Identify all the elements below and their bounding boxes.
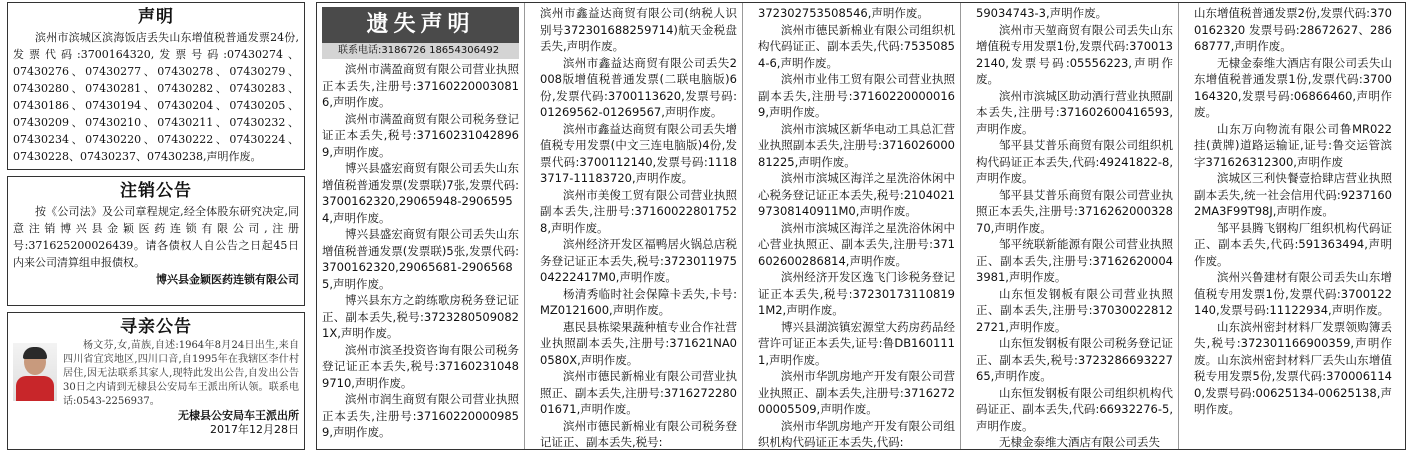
lost-declarations-title: 遗失声明 [322,7,519,43]
deregistration-title: 注销公告 [120,181,192,201]
notice-entry: 滨州市满盈商贸有限公司税务登记证正本丢失,税号:371602310428969,声明作废。 [322,111,519,159]
notice-entry: 滨州经济开发区福鸭居火锅总店税务登记证正本丢失,税号:37230119750422241​7M0,声明作废。 [540,237,737,284]
notice-entry: 滨州市德民新棉业有限公司营业执照正、副本丢失,注册号:371627228001671,声明作废。 [540,369,737,416]
column-3 [753,3,961,449]
person-photo [13,343,57,401]
notice-entry: 滨州兴鲁建材有限公司丢失山东增值税专用发票1份,发票代码:3700122140,发票号码:11122934,声明作废。 [1194,270,1392,317]
family-search-body: 杨文芬,女,苗族,自述:1964年8月24日出生,来自四川省宜宾地区,四川口音,自1995年在我辖区李什村居住,因无法联系其家人,现特此发出公告,自发出公告30日之内请到无棣县公安局车王派出所认领。联系电话:0543-2256937。 [63,340,299,407]
column-1 [317,3,525,449]
notice-entry: 杨清秀临时社会保障卡丢失,卡号:MZ0121600,声明作废。 [540,286,737,317]
notice-entry: 滨州市滨城区新华电动工具总汇营业执照副本丢失,注册号:371602600081225,声明作废。 [758,121,955,169]
notice-entry: 邹平县腾飞钢构厂组织机构代码证正、副本丢失,代码:591363494,声明作废。 [1194,220,1392,268]
notice-entry: 滨州市润生商贸有限公司营业执照正本丢失,注册号:371602200009859,声明作废。 [322,392,519,439]
notice-entry: 博兴县盛宏商贸有限公司丢失山东增值税普通发票(发票联)5张,发票代码:3700162320,29065681-29065685,声明作废。 [322,227,519,291]
notice-declaration [7,2,305,170]
notice-entry: 滨州市满盈商贸有限公司营业执照正本丢失,注册号:371602200030816,声明作废。 [322,62,519,109]
notice-entry: 滨州市滨圣投资咨询有限公司税务登记证正本丢失,税号:371602310489710,声明作废。 [322,342,519,390]
family-search-title: 寻亲公告 [120,317,192,337]
notice-entry: 滨州市业伟工贸有限公司营业执照副本丢失,注册号:371602200000169,声明作废。 [758,72,955,119]
notice-entry: 滨州市美俊工贸有限公司营业执照副本丢失,注册号:371600228017528,声明作废。 [540,187,737,235]
deregistration-body: 按《公司法》及公司章程规定,经全体股东研究决定,同意注销博兴县金颖医药连锁有限公司,注册号:371625200026439。请各债权人自公告之日起45日内来公司清算组申报债权。 [13,205,299,269]
column-4 [971,3,1179,449]
notice-entry: 滨州市鑫益达商贸有限公司丢失增值税专用发票(中文三连电脑版)4份,发票代码:3700112140,发票号码:11183717-11183720,声明作废。 [540,121,737,185]
notice-deregistration [7,176,305,306]
notice-entry: 山东万向物流有限公司鲁MR022挂(黄牌)道路运输证,证号:鲁交运管滨字371626312300,声明作废 [1194,121,1392,169]
notice-entry: 博兴县东方之韵练歌房税务登记证正、副本丢失,税号:37232805090821X,声明作废。 [322,293,519,340]
declaration-body: 滨州市滨城区滨海饭店丢失山东增值税普通发票24份,发票代码:3700164320,发票号码:07430274、07430276、07430277、07430278、07430279、07430280、07430281、07430282、07430283、07430186、07430194、07430204、07430205、07430209、07430210、07430211、07430232、07430234、07430220、07430222、07430224、07430228、07430237、07430238,声明作废。 [13,31,299,163]
notice-entry: 滨城区三利快餐壹拾肆店营业执照副本丢失,统一社会信用代码:92371602MA3F99T98J,声明作废。 [1194,171,1392,218]
notice-entry: 山东增值税普通发票2份,发票代码:3700162320 发票号码:28672627、28668777,声明作废。 [1194,6,1392,53]
notice-entry: 无棣金泰维大酒店有限公司丢失山东增值税普通发票1份,发票代码:3700164320,发票号码:06866460,声明作废。 [1194,55,1392,119]
family-search-signer: 无棣县公安局车王派出所 [178,409,299,422]
notice-entry: 博兴县盛宏商贸有限公司丢失山东增值税普通发票(发票联)7张,发票代码:3700162320,29065948-29065954,声明作废。 [322,161,519,225]
notice-entry: 无棣金泰维大酒店有限公司丢失 [999,435,1160,449]
notice-entry: 滨州市滨城区海洋之星洗浴休闲中心营业执照正、副本丢失,注册号:371602600286814,声明作废。 [758,220,955,268]
notice-entry: 滨州经济开发区逸飞门诊税务登记证正本丢失,税号:372301731108191M2,声明作废。 [758,270,955,317]
notice-entry: 372302753508546,声明作废。 [758,6,929,20]
family-search-date: 2017年12月28日 [210,423,299,436]
column-2 [535,3,743,449]
notice-entry: 山东滨州密封材料厂发票领购簿丢失,税号:372301166900359,声明作废。山东滨州密封材料厂丢失山东增值税专用发票5份,发票代码:3700061140,发票号码:00625134-00625138,声明作废。 [1194,319,1392,416]
deregistration-signer: 博兴县金颖医药连锁有限公司 [156,273,299,286]
notice-entry: 惠民县栋梁果蔬种植专业合作社营业执照副本丢失,注册号:371621NA00580X,声明作废。 [540,319,737,367]
notice-entry: 邹平统联新能源有限公司营业执照正、副本丢失,注册号:371626200043981,声明作废。 [976,237,1173,284]
notice-entry: 滨州市华凯房地产开发有限公司组织机构代码证正本丢失,代码: [758,418,955,449]
notice-family-search [7,312,305,450]
lost-declarations-section [316,2,1406,450]
notice-entry: 滨州市德民新棉业有限公司组织机构代码证正、副本丢失,代码:75350854-6,声明作废。 [758,22,955,70]
notice-entry: 邹平县艾普乐商贸有限公司营业执照正本丢失,注册号:371626200032870,声明作废。 [976,187,1173,235]
column-5 [1189,3,1397,449]
notice-entry: 邹平县艾普乐商贸有限公司组织机构代码证正本丢失,代码:49241822-8,声明作废。 [976,138,1173,185]
notice-entry: 滨州市滨城区海洋之星洗浴休闲中心税务登记证正本丢失,税号:210402197308140911M0,声明作废。 [758,171,955,218]
notice-entry: 滨州市德民新棉业有限公司税务登记证正、副本丢失,税号: [540,418,737,449]
notice-entry: 滨州市滨城区助动酒行营业执照副本丢失,注册号:371602600416593,声明作废。 [976,88,1173,136]
notice-entry: 59034743-3,声明作废。 [976,6,1108,20]
declaration-title: 声明 [138,7,174,27]
notice-entry: 博兴县湖滨镇宏源堂大药房药品经营许可证正本丢失,证号:鲁DB1601111,声明作废。 [758,319,955,367]
notice-entry: 山东恒发钢板有限公司组织机构代码证正、副本丢失,代码:66932276-5,声明作废。 [976,385,1173,433]
notice-entry: 滨州市天堃商贸有限公司丢失山东增值税专用发票1份,发票代码:3700132140,发票号码:05556223,声明作废。 [976,22,1173,86]
notice-entry: 山东恒发钢板有限公司营业执照正、副本丢失,注册号:370300228122721,声明作废。 [976,286,1173,334]
notice-entry: 滨州市华凯房地产开发有限公司营业执照正、副本丢失,注册号:371627200005509,声明作废。 [758,369,955,416]
notice-entry: 山东恒发钢板有限公司税务登记证正、副本丢失,税号:372328669322765,声明作废。 [976,336,1173,383]
contact-phone: 联系电话:3186726 18654306492 [322,43,519,59]
notice-entry: 滨州市鑫益达商贸有限公司(纳税人识别号372301688259714)航天金税盘丢失,声明作废。 [540,6,737,53]
notice-entry: 滨州市鑫益达商贸有限公司丢失2008版增值税普通发票(二联电脑版)6份,发票代码:3700113620,发票号码:01269562-01269567,声明作废。 [540,55,737,119]
